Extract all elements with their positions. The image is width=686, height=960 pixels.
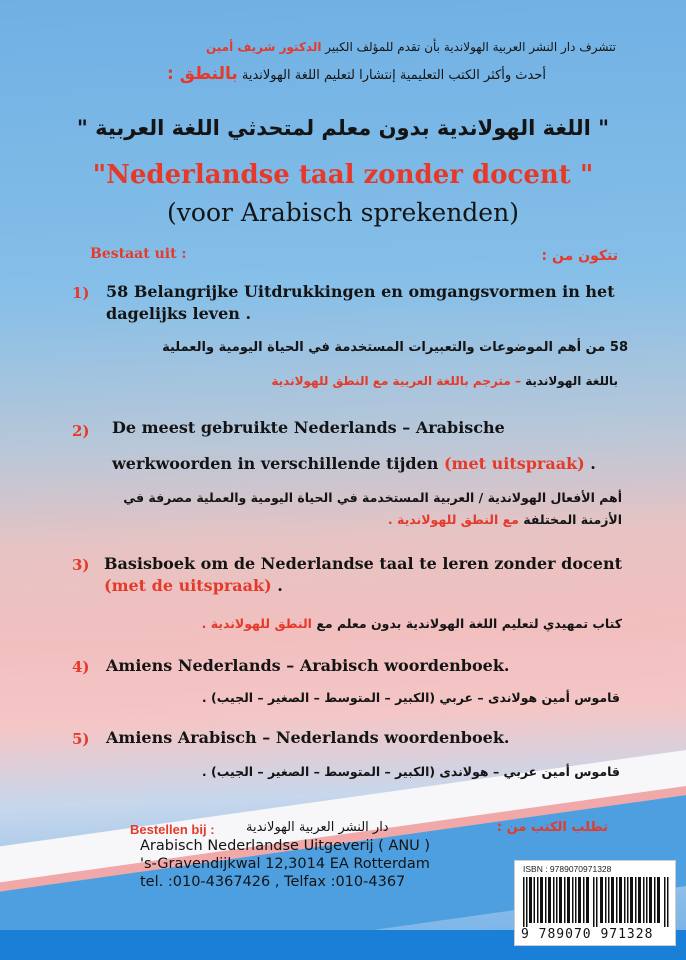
item-1-arabic-line-2-text: باللغة الهولاندية — [520, 374, 618, 388]
order-publisher-ar: دار النشر العربية الهولاندية — [246, 820, 389, 835]
item-3-dutch-line-2 — [104, 576, 283, 595]
item-2-arabic-line-2 — [388, 512, 622, 527]
barcode-box — [514, 860, 676, 946]
isbn-label: ISBN : 9789070971328 — [523, 864, 612, 874]
item-4-number: 4) — [72, 658, 90, 676]
title-arabic: " اللغة الهولاندية بدون معلم لمتحدثي اللغة العربية " — [76, 116, 610, 140]
item-3-dutch-uitspraak: (met de uitspraak) — [104, 576, 272, 595]
order-address: 's-Gravendijkwal 12,3014 EA Rotterdam — [140, 856, 430, 872]
order-phone: tel. :010-4367426 , Telfax :010-4367 — [140, 874, 406, 890]
title-subtitle: (voor Arabisch sprekenden) — [167, 198, 519, 227]
item-2-dutch-line-2-text: werkwoorden in verschillende tijden — [112, 454, 444, 473]
barcode-digits: 9 789070 971328 — [521, 927, 654, 942]
contents-label-nl: Bestaat uit : — [90, 246, 187, 262]
item-1-dutch-line-2: dagelijks leven . — [106, 304, 252, 323]
item-3-arabic-line-1-red: النطق للهولاندية . — [201, 616, 312, 631]
item-1-dutch-line-1: 58 Belangrijke Uitdrukkingen en omgangsvormen in het — [106, 282, 615, 301]
item-2-number: 2) — [72, 422, 90, 440]
item-3-arabic-line-1 — [202, 616, 622, 631]
item-4-dutch-line-1: Amiens Nederlands – Arabisch woordenboek. — [106, 656, 510, 675]
intro-line-2-text: أحدث وأكثر الكتب التعليمية إنتشارا لتعليم اللغة الهولاندية — [237, 68, 546, 83]
item-2-dutch-line-2-end: . — [584, 454, 596, 473]
intro-bilnutq: بالنطق : — [167, 64, 238, 84]
item-2-dutch-line-1: De meest gebruikte Nederlands – Arabische — [112, 418, 505, 437]
item-2-arabic-line-2-red: مع النطق للهولاندية . — [387, 512, 519, 527]
title-dutch: "Nederlandse taal zonder docent " — [92, 160, 594, 190]
item-2-arabic-line-2-text: الأزمنة المختلفة — [518, 512, 622, 527]
item-3-dutch-line-2-end: . — [271, 576, 283, 595]
order-label-ar: تطلب الكتب من : — [496, 820, 608, 835]
intro-author-name: الدكتور شريف أمين — [205, 40, 322, 54]
intro-line-1 — [206, 40, 616, 54]
item-5-arabic-line-1: قاموس أمين عربي – هولاندى (الكبير – المتوسط – الصغير – الجيب) . — [201, 764, 620, 779]
item-2-arabic-line-1: أهم الأفعال الهولاندية / العربية المستخدمة في الحياة اليومية والعملية مصرفة في — [123, 490, 622, 505]
intro-line-1-text: تتشرف دار النشر العربية الهولاندية بأن تقدم للمؤلف الكبير — [321, 40, 616, 54]
item-3-number: 3) — [72, 556, 90, 574]
barcode-bars — [523, 877, 669, 927]
item-5-dutch-line-1: Amiens Arabisch – Nederlands woordenboek. — [106, 728, 510, 747]
item-4-arabic-line-1: قاموس أمين هولاندى – عربي (الكبير – المتوسط – الصغير – الجيب) . — [201, 690, 620, 705]
contents-label-ar: تتكون من : — [541, 248, 618, 264]
item-5-number: 5) — [72, 730, 90, 748]
item-1-arabic-line-1: 58 من أهم الموضوعات والتعبيرات المستخدمة في الحياة اليومية والعملية — [162, 340, 628, 355]
item-1-number: 1) — [72, 284, 90, 302]
item-3-dutch-line-1: Basisboek om de Nederlandse taal te leren zonder docent — [104, 554, 622, 573]
item-2-dutch-uitspraak: (met uitspraak) — [443, 454, 585, 473]
item-1-arabic-line-2-red: – مترجم باللغة العربية مع النطق للهولاندية — [271, 374, 521, 388]
intro-line-2 — [167, 64, 546, 84]
order-publisher-nl: Arabisch Nederlandse Uitgeverij ( ANU ) — [140, 838, 431, 854]
order-label-nl: Bestellen bij : — [130, 822, 215, 837]
item-3-arabic-line-1-text: كتاب تمهيدي لتعليم اللغة الهولاندية بدون معلم مع — [311, 616, 622, 631]
item-1-arabic-line-2 — [271, 374, 618, 388]
item-2-dutch-line-2 — [112, 454, 596, 473]
